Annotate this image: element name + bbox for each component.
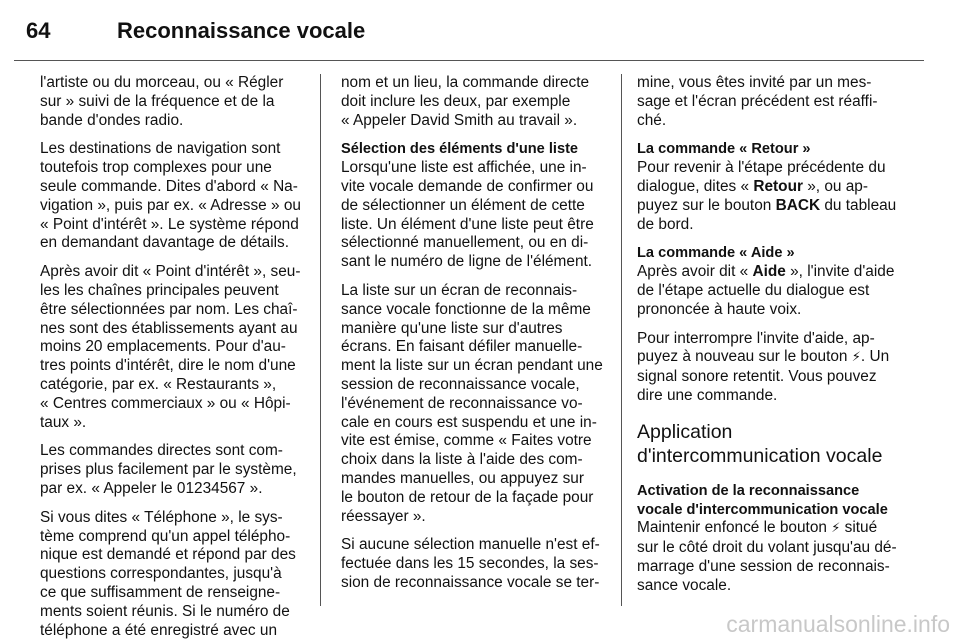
text-line: nom et un lieu, la commande directe: [341, 74, 590, 91]
subheading-line: vocale d'intercommunication vocale: [637, 501, 888, 518]
paragraph: [637, 330, 907, 406]
text-line: écrans. En faisant défiler manuelle-: [341, 338, 583, 356]
text-line: liste. Un élément d'une liste peut être: [341, 215, 594, 233]
text-line: le bouton de retour de la façade pour: [341, 488, 594, 506]
paragraph: [341, 159, 607, 272]
paragraph: [341, 74, 607, 130]
text-line: session de reconnaissance vocale,: [341, 375, 580, 393]
text-line: mandes manuelles, ou appuyez sur: [341, 469, 584, 487]
text-line: fectuée dans les 15 secondes, la ses-: [341, 555, 599, 573]
text-line: prises plus facilement par le système,: [40, 461, 297, 479]
voice-button-icon: ⚡: [851, 350, 861, 366]
text-run: », l'invite d'aide: [785, 263, 895, 281]
text-line: [637, 519, 907, 539]
text-line: par ex. « Appeler le 01234567 ».: [40, 479, 263, 497]
text-line: mine, vous êtes invité par un mes-: [637, 74, 872, 91]
text-line: nes sont des établissements ayant au: [40, 319, 298, 337]
text-line: tème comprend qu'un appel télépho-: [40, 527, 291, 545]
text-column-2: [341, 74, 607, 593]
paragraph: [40, 74, 306, 130]
paragraph: [637, 263, 907, 319]
text-line: nique est demandé et répond par des: [40, 546, 296, 564]
text-line: [637, 178, 907, 197]
section-heading-line: Application: [637, 420, 733, 443]
text-run: Maintenir enfoncé le bouton: [637, 519, 832, 537]
text-run: situé: [840, 519, 878, 537]
watermark: carmanualsonline.info: [726, 611, 950, 637]
subheading: [637, 482, 907, 520]
text-line: de bord.: [637, 215, 694, 233]
text-line: signal sonore retentit. Vous pouvez: [637, 368, 877, 386]
paragraph: [40, 263, 306, 432]
text-line: sance vocale.: [637, 576, 732, 594]
text-run: dialogue, dites «: [637, 177, 754, 195]
text-line: tres points d'intérêt, dire le nom d'une: [40, 357, 296, 375]
text-line: ments soient réunis. Si le numéro de: [40, 602, 290, 620]
page-number: 64: [26, 18, 51, 43]
subheading-line: Activation de la reconnaissance: [637, 482, 860, 499]
text-line: catégorie, par ex. « Restaurants »,: [40, 375, 277, 393]
text-run: Après avoir dit «: [637, 263, 753, 281]
header-rule: [14, 60, 924, 61]
text-line: réessayer ».: [341, 507, 426, 525]
text-line: bande d'ondes radio.: [40, 111, 184, 129]
text-line: « Centres commerciaux » ou « Hôpi-: [40, 394, 291, 412]
column-divider: [621, 74, 622, 606]
text-line: vigation », puis par ex. « Adresse » ou: [40, 196, 301, 214]
text-line: cale en cours est suspendu et une in-: [341, 413, 597, 431]
text-line: [637, 263, 907, 282]
subheading: La commande « Retour »: [637, 141, 811, 158]
text-line: de l'étape actuelle du dialogue est: [637, 281, 870, 299]
text-line: sur le côté droit du volant jusqu'au dé-: [637, 539, 897, 557]
text-column-3: [637, 74, 907, 596]
paragraph: [637, 74, 907, 130]
text-line: Les commandes directes sont com-: [40, 442, 283, 460]
text-line: choix dans la liste à l'aide des com-: [341, 451, 583, 469]
paragraph: [341, 536, 607, 592]
paragraph: [40, 509, 306, 641]
command-keyword: Aide: [752, 263, 786, 281]
text-line: doit inclure les deux, par exemple: [341, 92, 571, 110]
text-line: être sélectionnées par nom. Les chaî-: [40, 300, 298, 318]
text-line: Si vous dites « Téléphone », le sys-: [40, 508, 283, 526]
text-line: prononcée à haute voix.: [637, 300, 802, 318]
subheading: La commande « Aide »: [637, 245, 795, 262]
text-line: Si aucune sélection manuelle n'est ef-: [341, 536, 600, 554]
text-line: Lorsqu'une liste est affichée, une in-: [341, 159, 587, 177]
paragraph: [637, 159, 907, 234]
text-line: Pour revenir à l'étape précédente du: [637, 159, 886, 177]
text-line: ment la liste sur un écran pendant une: [341, 357, 603, 375]
text-line: en demandant davantage de détails.: [40, 234, 290, 252]
text-line: téléphone a été enregistré avec un: [40, 621, 278, 639]
text-line: moins 20 emplacements. Pour d'au-: [40, 338, 286, 356]
command-keyword: Retour: [753, 177, 803, 195]
text-line: vite vocale demande de confirmer ou: [341, 177, 594, 195]
text-line: sage et l'écran précédent est réaffi-: [637, 92, 878, 110]
text-line: de sélectionner un élément de cette: [341, 196, 585, 214]
text-line: [637, 348, 907, 368]
text-run: . Un: [860, 348, 890, 366]
text-line: ché.: [637, 111, 667, 129]
text-line: sur » suivi de la fréquence et de la: [40, 92, 275, 110]
text-run: puyez à nouveau sur le bouton: [637, 348, 852, 366]
text-line: taux ».: [40, 413, 87, 431]
text-line: les les chaînes principales peuvent: [40, 281, 279, 299]
text-column-1: [40, 74, 306, 640]
text-line: Après avoir dit « Point d'intérêt », seu-: [40, 263, 301, 281]
text-line: sant le numéro de ligne de l'élément.: [341, 253, 593, 271]
text-line: Pour interrompre l'invite d'aide, ap-: [637, 329, 875, 347]
text-line: manière qu'une liste sur d'autres: [341, 319, 563, 337]
text-line: ce que suffisamment de renseigne-: [40, 583, 281, 601]
text-line: « Point d'intérêt ». Le système répond: [40, 215, 299, 233]
text-line: sion de reconnaissance vocale se ter-: [341, 573, 600, 591]
text-line: seule commande. Dites d'abord « Na-: [40, 177, 298, 195]
column-divider: [320, 74, 321, 606]
text-run: du tableau: [820, 196, 897, 214]
paragraph: [40, 442, 306, 498]
page-title: Reconnaissance vocale: [117, 18, 366, 43]
text-line: dire une commande.: [637, 386, 778, 404]
text-line: toutefois trop complexes pour une: [40, 159, 272, 177]
text-line: l'événement de reconnaissance vo-: [341, 394, 583, 412]
text-line: [637, 197, 907, 216]
paragraph: [40, 140, 306, 253]
text-line: « Appeler David Smith au travail ».: [341, 111, 578, 129]
paragraph: [341, 282, 607, 526]
text-line: marrage d'une session de reconnais-: [637, 557, 890, 575]
button-keyword: BACK: [775, 196, 821, 214]
paragraph: [637, 519, 907, 595]
text-line: sélectionné manuellement, ou en di-: [341, 234, 589, 252]
text-line: questions correspondantes, jusqu'à: [40, 565, 282, 583]
text-line: sance vocale fonctionne de la même: [341, 300, 591, 318]
subheading: Sélection des éléments d'une liste: [341, 141, 579, 158]
text-run: puyez sur le bouton: [637, 196, 776, 214]
text-run: », ou ap-: [802, 177, 868, 195]
text-line: vite est émise, comme « Faites votre: [341, 432, 592, 450]
voice-button-icon: ⚡: [831, 521, 841, 537]
text-line: La liste sur un écran de reconnais-: [341, 281, 578, 299]
section-heading: [637, 420, 907, 468]
section-heading-line: d'intercommunication vocale: [637, 444, 883, 467]
text-line: l'artiste ou du morceau, ou « Régler: [40, 74, 284, 91]
text-line: Les destinations de navigation sont: [40, 140, 281, 158]
